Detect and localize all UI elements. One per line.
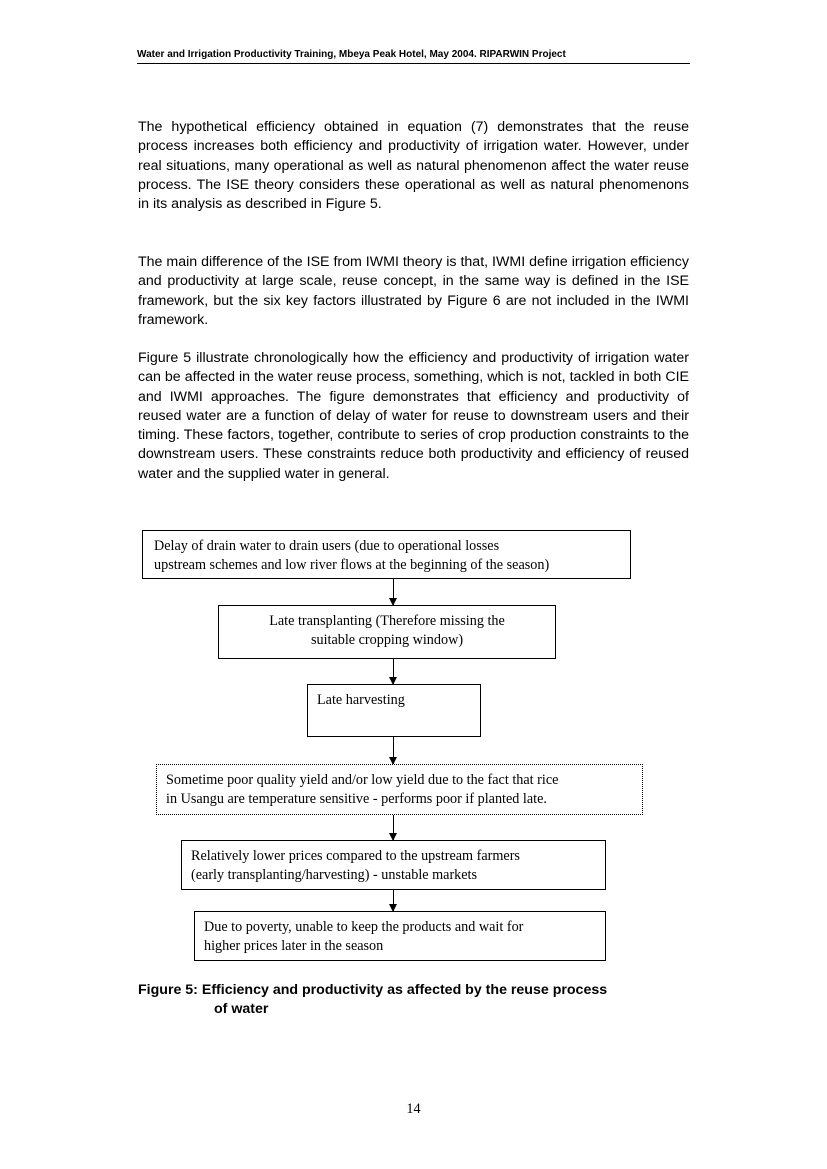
flow-box-line: suitable cropping window): [310, 632, 464, 648]
flow-box-delay-drain-water: [142, 530, 631, 579]
page-number: 14: [406, 1101, 421, 1117]
figure-caption-line2: of water: [214, 1001, 269, 1017]
flow-box-late-transplanting: [218, 605, 556, 659]
flow-arrow: [393, 737, 394, 764]
flow-box-poverty: [194, 911, 606, 961]
flow-arrow: [393, 579, 394, 605]
flow-box-poor-yield: [156, 764, 643, 815]
flow-box-lower-prices: [181, 840, 606, 890]
flow-box-line: Due to poverty, unable to keep the products and wait for: [204, 919, 524, 935]
flow-box-line: Delay of drain water to drain users (due to operational losses: [154, 538, 500, 554]
flow-box-line: Relatively lower prices compared to the upstream farmers: [191, 848, 520, 864]
flow-box-late-harvesting: [307, 684, 481, 737]
flow-box-line: in Usangu are temperature sensitive - performs poor if planted late.: [166, 791, 547, 807]
flow-arrow: [393, 890, 394, 911]
paragraph-3: Figure 5 illustrate chronologically how the efficiency and productivity of irrigation water can be affected in the water reuse process, something, which is not, tackled in both CIE and IWMI approaches. The figure demonstrates that efficiency and productivity of reused water are a function of delay of water for reuse to downstream users and their timing. These factors, together, contribute to series of crop production constraints to the downstream users. These constraints reduce both productivity and efficiency of reused water and the supplied water in general.: [138, 350, 689, 482]
flow-box-line: upstream schemes and low river flows at the beginning of the season): [154, 557, 550, 573]
paragraph-2: The main difference of the ISE from IWMI theory is that, IWMI define irrigation efficiency and productivity at large scale, reuse concept, in the same way is defined in the ISE framework, but the six key factors illustrated by Figure 6 are not included in the IWMI framework.: [138, 254, 689, 328]
flow-arrow: [393, 659, 394, 684]
flow-box-line: higher prices later in the season: [204, 938, 384, 954]
figure-caption: [138, 981, 698, 1019]
flow-box-line: Late harvesting: [317, 692, 405, 708]
running-header: Water and Irrigation Productivity Training, Mbeya Peak Hotel, May 2004. RIPARWIN Project: [137, 49, 690, 64]
flow-box-line: Sometime poor quality yield and/or low yield due to the fact that rice: [166, 772, 559, 788]
flow-arrow: [393, 815, 394, 840]
flow-box-line: (early transplanting/harvesting) - unstable markets: [191, 867, 478, 883]
paragraph-1: The hypothetical efficiency obtained in equation (7) demonstrates that the reuse process increases both efficiency and productivity of irrigation water. However, under real situations, many operational as well as natural phenomenon affect the water reuse process. The ISE theory considers these operational as well as natural phenomenons in its analysis as described in Figure 5.: [138, 119, 689, 213]
figure-caption-line1: Figure 5: Efficiency and productivity as affected by the reuse process: [138, 982, 608, 998]
flow-box-line: Late transplanting (Therefore missing the: [269, 613, 505, 629]
